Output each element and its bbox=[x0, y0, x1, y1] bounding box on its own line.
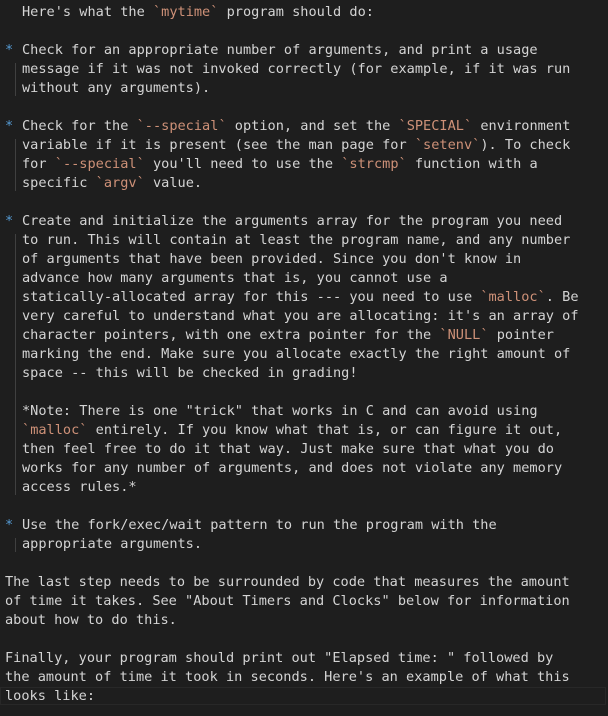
editor-line[interactable] bbox=[0, 459, 608, 478]
editor-line[interactable] bbox=[0, 535, 608, 554]
code-backtick: ` bbox=[210, 4, 219, 20]
code-backtick: ` bbox=[136, 118, 145, 134]
line-text bbox=[22, 345, 570, 364]
inline-code: mytime bbox=[161, 4, 211, 20]
editor-line[interactable] bbox=[0, 364, 608, 383]
blank-line[interactable] bbox=[0, 630, 608, 649]
code-backtick: ` bbox=[152, 4, 162, 20]
line-text bbox=[5, 649, 553, 668]
editor-line[interactable] bbox=[0, 402, 608, 421]
text-segment: looks like: bbox=[5, 688, 96, 704]
text-segment: then feel free to do it that way. Just make sure that what you do bbox=[22, 441, 554, 457]
text-segment: environment bbox=[472, 118, 571, 134]
text-segment: function with a bbox=[406, 156, 538, 172]
line-text bbox=[5, 573, 570, 592]
editor-line[interactable] bbox=[0, 592, 608, 611]
editor-line[interactable] bbox=[0, 288, 608, 307]
code-backtick: ` bbox=[218, 118, 227, 134]
text-segment: works for any number of arguments, and does not violate any memory bbox=[22, 460, 563, 476]
line-text bbox=[22, 250, 521, 269]
text-segment: for bbox=[22, 156, 55, 172]
text-segment: you'll need to use the bbox=[144, 156, 342, 172]
text-segment: space -- this will be checked in grading! bbox=[22, 365, 358, 381]
text-segment: specific bbox=[22, 175, 96, 191]
code-backtick: ` bbox=[398, 156, 407, 172]
code-backtick: ` bbox=[136, 175, 145, 191]
line-text bbox=[22, 535, 202, 554]
inline-code: setenv bbox=[423, 137, 473, 153]
code-backtick: ` bbox=[480, 289, 489, 305]
list-bullet-marker: * bbox=[5, 42, 14, 58]
line-text bbox=[5, 668, 570, 687]
inline-code: malloc bbox=[488, 289, 538, 305]
editor-line[interactable] bbox=[0, 250, 608, 269]
editor-line[interactable] bbox=[0, 41, 608, 60]
line-text bbox=[22, 326, 554, 345]
code-backtick: ` bbox=[398, 118, 407, 134]
editor-line[interactable] bbox=[0, 516, 608, 535]
code-backtick: ` bbox=[439, 327, 448, 343]
line-text bbox=[5, 592, 570, 611]
text-segment: statically-allocated array for this --- you need to use bbox=[22, 289, 481, 305]
line-text bbox=[22, 79, 210, 98]
line-text bbox=[22, 155, 538, 174]
code-backtick: ` bbox=[537, 289, 546, 305]
editor-line[interactable] bbox=[0, 611, 608, 630]
editor-line[interactable] bbox=[0, 231, 608, 250]
line-text bbox=[22, 3, 374, 22]
text-segment: Here's what the bbox=[22, 4, 153, 20]
line-text bbox=[22, 60, 570, 79]
line-text bbox=[5, 611, 177, 630]
code-backtick: ` bbox=[480, 327, 489, 343]
editor-line[interactable] bbox=[0, 440, 608, 459]
text-segment: value. bbox=[144, 175, 203, 191]
text-segment: *Note: There is one "trick" that works in C and can avoid using bbox=[22, 403, 538, 419]
editor-line[interactable] bbox=[0, 668, 608, 687]
text-segment: access rules.* bbox=[22, 479, 137, 495]
inline-code: SPECIAL bbox=[406, 118, 464, 134]
blank-line[interactable] bbox=[0, 98, 608, 117]
editor-line[interactable] bbox=[0, 136, 608, 155]
editor-line[interactable] bbox=[0, 345, 608, 364]
text-segment: Check for the bbox=[22, 118, 137, 134]
text-segment: Check for an appropriate number of arguments, and print a usage bbox=[22, 42, 538, 58]
line-text bbox=[22, 231, 570, 250]
line-text bbox=[22, 478, 137, 497]
text-segment: Finally, your program should print out "Elapsed time: " followed by bbox=[5, 650, 554, 666]
inline-code: malloc bbox=[30, 422, 80, 438]
line-text bbox=[22, 41, 538, 60]
line-text bbox=[22, 136, 570, 155]
text-segment: without any arguments). bbox=[22, 80, 211, 96]
line-text bbox=[22, 117, 570, 136]
text-segment: very careful to understand what you are allocating: it's an array of bbox=[22, 308, 579, 324]
editor-line[interactable] bbox=[0, 155, 608, 174]
line-text bbox=[22, 269, 448, 288]
inline-code: --special bbox=[144, 118, 219, 134]
text-segment: marking the end. Make sure you allocate exactly the right amount of bbox=[22, 346, 571, 362]
editor-line[interactable] bbox=[0, 117, 608, 136]
code-backtick: ` bbox=[54, 156, 63, 172]
editor-line[interactable] bbox=[0, 573, 608, 592]
editor-line[interactable] bbox=[0, 478, 608, 497]
line-text bbox=[22, 402, 538, 421]
blank-line[interactable] bbox=[0, 383, 608, 402]
text-segment: advance how many arguments that is, you cannot use a bbox=[22, 270, 448, 286]
line-text bbox=[22, 364, 358, 383]
text-segment: The last step needs to be surrounded by code that measures the amount bbox=[5, 574, 570, 590]
editor-line[interactable] bbox=[0, 421, 608, 440]
text-segment: about how to do this. bbox=[5, 612, 177, 628]
code-backtick: ` bbox=[95, 175, 104, 191]
inline-code: strcmp bbox=[349, 156, 399, 172]
list-bullet-marker: * bbox=[5, 118, 14, 134]
inline-code: --special bbox=[62, 156, 137, 172]
text-segment: program should do: bbox=[218, 4, 374, 20]
line-text bbox=[22, 212, 562, 231]
editor-line[interactable] bbox=[0, 212, 608, 231]
inline-code: argv bbox=[103, 175, 137, 191]
editor-line[interactable] bbox=[0, 687, 608, 706]
text-segment: message if it was not invoked correctly (for example, if it was run bbox=[22, 61, 571, 77]
blank-line[interactable] bbox=[0, 22, 608, 41]
text-segment: to run. This will contain at least the program name, and any number bbox=[22, 232, 571, 248]
text-segment: character pointers, with one extra pointer for the bbox=[22, 327, 440, 343]
text-segment: entirely. If you know what that is, or can figure it out, bbox=[87, 422, 563, 438]
text-segment: of arguments that have been provided. Since you don't know in bbox=[22, 251, 522, 267]
line-text bbox=[22, 516, 497, 535]
text-segment: pointer bbox=[488, 327, 554, 343]
text-segment: appropriate arguments. bbox=[22, 536, 203, 552]
text-segment: option, and set the bbox=[226, 118, 399, 134]
line-text bbox=[22, 459, 562, 478]
text-segment: Create and initialize the arguments array for the program you need bbox=[22, 213, 563, 229]
text-segment: variable if it is present (see the man page for bbox=[22, 137, 415, 153]
code-backtick: ` bbox=[22, 422, 31, 438]
list-bullet-marker: * bbox=[5, 517, 14, 533]
code-backtick: ` bbox=[463, 118, 473, 134]
editor-line[interactable] bbox=[0, 269, 608, 288]
line-text bbox=[22, 307, 579, 326]
inline-code: NULL bbox=[447, 327, 481, 343]
blank-line[interactable] bbox=[0, 554, 608, 573]
line-text bbox=[22, 288, 579, 307]
line-text bbox=[22, 421, 562, 440]
text-segment: . Be bbox=[545, 289, 579, 305]
editor-line[interactable] bbox=[0, 174, 608, 193]
text-segment: ). To check bbox=[480, 137, 571, 153]
blank-line[interactable] bbox=[0, 497, 608, 516]
list-bullet-marker: * bbox=[5, 213, 14, 229]
code-backtick: ` bbox=[414, 137, 424, 153]
editor-line[interactable] bbox=[0, 649, 608, 668]
line-text bbox=[22, 440, 554, 459]
code-backtick: ` bbox=[472, 137, 481, 153]
text-segment: Use the fork/exec/wait pattern to run the program with the bbox=[22, 517, 497, 533]
editor-line[interactable] bbox=[0, 3, 608, 22]
editor-line[interactable] bbox=[0, 60, 608, 79]
line-text bbox=[22, 174, 202, 193]
text-segment: of time it takes. See "About Timers and Clocks" below for information bbox=[5, 593, 570, 609]
editor-line[interactable] bbox=[0, 79, 608, 98]
editor-line[interactable] bbox=[0, 326, 608, 345]
code-backtick: ` bbox=[341, 156, 350, 172]
code-backtick: ` bbox=[79, 422, 88, 438]
code-backtick: ` bbox=[136, 156, 145, 172]
line-text bbox=[5, 687, 95, 706]
editor-line[interactable] bbox=[0, 307, 608, 326]
blank-line[interactable] bbox=[0, 193, 608, 212]
text-segment: the amount of time it took in seconds. Here's an example of what this bbox=[5, 669, 570, 685]
